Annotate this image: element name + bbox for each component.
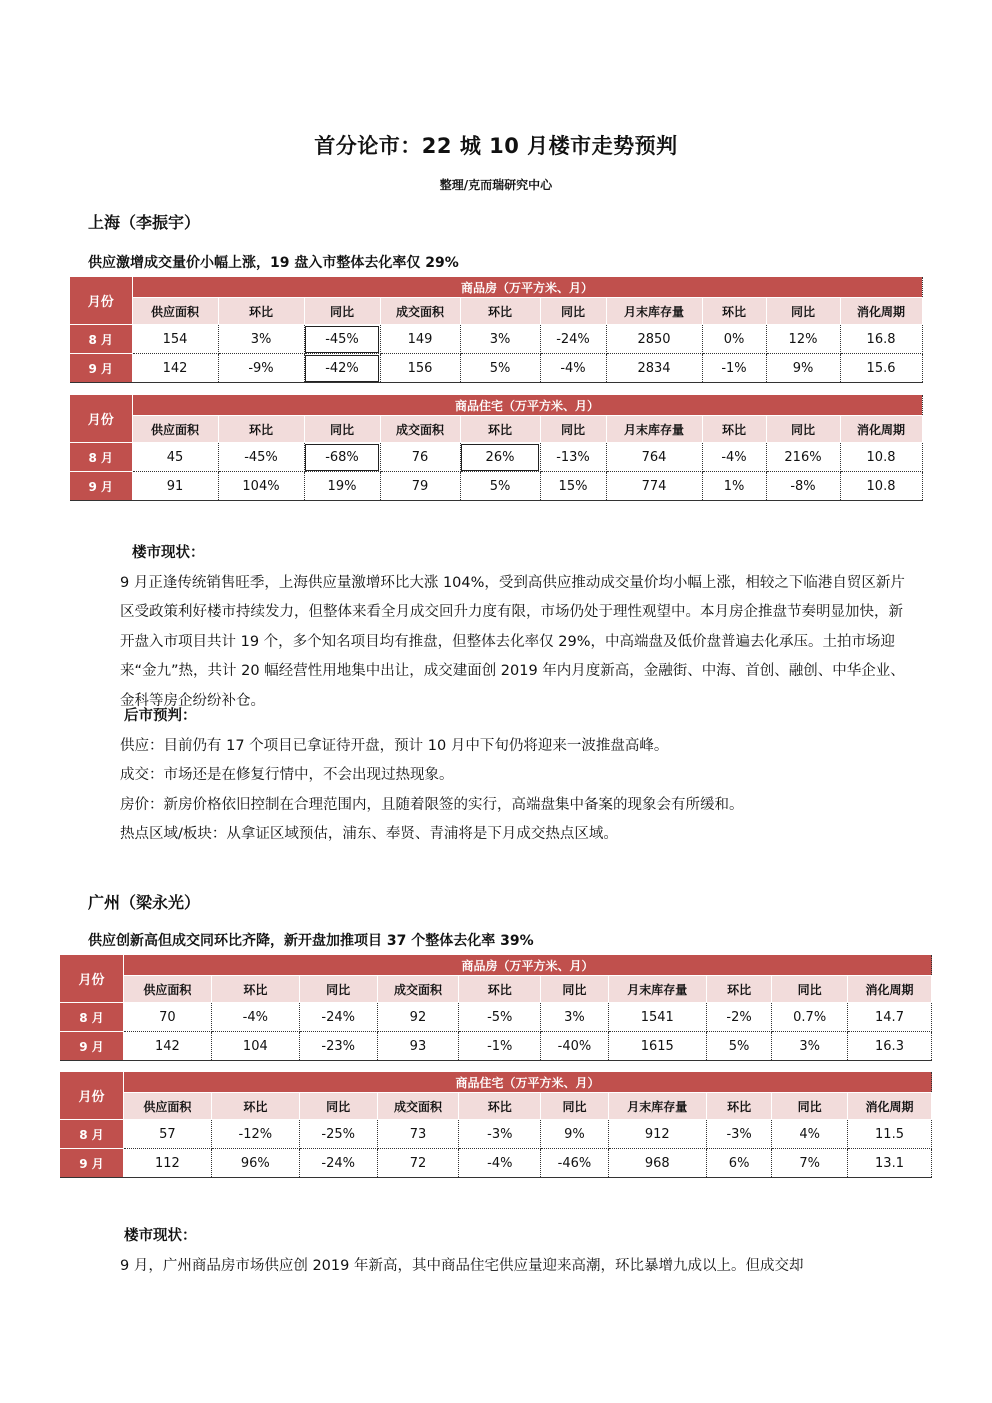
table-cell: 16.8 — [840, 325, 922, 354]
column-header: 消化周期 — [848, 1093, 932, 1120]
table-cell: 73 — [377, 1120, 459, 1149]
table-cell: 7% — [772, 1149, 848, 1178]
table-cell: 45 — [132, 443, 218, 472]
table-row — [60, 1120, 932, 1149]
column-header: 环比 — [460, 416, 540, 443]
table-row — [70, 472, 922, 501]
table-cell: 1% — [702, 472, 766, 501]
column-header: 同比 — [299, 1093, 377, 1120]
row-month: 8 月 — [60, 1003, 123, 1032]
table-cell: -4% — [459, 1149, 541, 1178]
table-cell: 3% — [541, 1003, 609, 1032]
status-label: 楼市现状： — [124, 1228, 197, 1244]
column-header: 月末库存量 — [608, 976, 706, 1003]
column-header: 环比 — [702, 298, 766, 325]
table-cell: 774 — [606, 472, 702, 501]
row-month: 9 月 — [60, 1032, 123, 1061]
table-cell: -24% — [299, 1003, 377, 1032]
column-header: 同比 — [772, 1093, 848, 1120]
page-subtitle: 整理/克而瑞研究中心 — [439, 178, 553, 192]
column-header: 环比 — [218, 298, 304, 325]
column-header: 消化周期 — [840, 298, 922, 325]
column-header: 环比 — [460, 298, 540, 325]
table-cell: 70 — [123, 1003, 211, 1032]
table-cell: 13.1 — [848, 1149, 932, 1178]
row-month: 8 月 — [70, 443, 132, 472]
table-cell: -4% — [211, 1003, 299, 1032]
table-shanghai-residential — [70, 395, 923, 501]
table-cell: 91 — [132, 472, 218, 501]
table-cell: 149 — [380, 325, 460, 354]
table-row — [60, 1003, 932, 1032]
column-header: 消化周期 — [848, 976, 932, 1003]
table-cell: 764 — [606, 443, 702, 472]
column-header: 同比 — [304, 298, 380, 325]
table-cell: 9% — [766, 354, 840, 383]
table-cell: -24% — [299, 1149, 377, 1178]
column-header: 月末库存量 — [606, 298, 702, 325]
column-header: 环比 — [211, 976, 299, 1003]
month-header: 月份 — [70, 395, 132, 443]
table-guangzhou-residential — [60, 1072, 932, 1178]
table-cell: 92 — [377, 1003, 459, 1032]
table-cell: 142 — [132, 354, 218, 383]
status-block-shanghai — [120, 539, 910, 716]
table-row — [60, 1032, 932, 1061]
column-header: 环比 — [702, 416, 766, 443]
column-header: 供应面积 — [132, 416, 218, 443]
row-month: 8 月 — [60, 1120, 123, 1149]
table-cell: 5% — [706, 1032, 771, 1061]
table-cell: 15% — [540, 472, 606, 501]
status-block-guangzhou — [120, 1222, 910, 1281]
table-cell: -4% — [702, 443, 766, 472]
row-month: 9 月 — [70, 472, 132, 501]
group-header: 商品住宅（万平方米、月） — [132, 395, 922, 416]
table-cell: 0% — [702, 325, 766, 354]
table-cell: -1% — [459, 1032, 541, 1061]
table-cell: 112 — [123, 1149, 211, 1178]
table-cell: 10.8 — [840, 472, 922, 501]
forecast-block-shanghai — [120, 702, 910, 850]
table-cell: -12% — [211, 1120, 299, 1149]
status-label: 楼市现状： — [132, 545, 205, 561]
table-cell: 96% — [211, 1149, 299, 1178]
table-cell: -5% — [459, 1003, 541, 1032]
month-header: 月份 — [60, 955, 123, 1003]
table-cell: 72 — [377, 1149, 459, 1178]
headline-shanghai: 供应激增成交量价小幅上涨，19 盘入市整体去化率仅 29% — [88, 255, 459, 271]
column-header: 环比 — [706, 976, 771, 1003]
city-heading-shanghai: 上海（李振宇） — [88, 213, 201, 232]
column-header: 同比 — [540, 416, 606, 443]
table-cell: -8% — [766, 472, 840, 501]
table-cell: -3% — [706, 1120, 771, 1149]
group-header: 商品房（万平方米、月） — [132, 277, 922, 298]
table-cell: 16.3 — [848, 1032, 932, 1061]
table-cell: 104 — [211, 1032, 299, 1061]
table-cell: -1% — [702, 354, 766, 383]
table-cell: -68% — [304, 443, 380, 472]
column-header: 环比 — [211, 1093, 299, 1120]
table-cell: 3% — [460, 325, 540, 354]
column-header: 月末库存量 — [606, 416, 702, 443]
table-cell: 26% — [460, 443, 540, 472]
table-cell: 11.5 — [848, 1120, 932, 1149]
table-guangzhou-commercial — [60, 955, 932, 1061]
table-row — [70, 325, 922, 354]
table-cell: 1615 — [608, 1032, 706, 1061]
table-cell: 14.7 — [848, 1003, 932, 1032]
table-cell: 0.7% — [772, 1003, 848, 1032]
column-header: 同比 — [766, 416, 840, 443]
column-header: 环比 — [706, 1093, 771, 1120]
table-cell: 104% — [218, 472, 304, 501]
column-header: 环比 — [459, 1093, 541, 1120]
column-header: 同比 — [299, 976, 377, 1003]
column-header: 成交面积 — [377, 1093, 459, 1120]
table-cell: 156 — [380, 354, 460, 383]
forecast-label: 后市预判： — [124, 708, 197, 724]
column-header: 同比 — [541, 1093, 609, 1120]
table-cell: -3% — [459, 1120, 541, 1149]
table-cell: -9% — [218, 354, 304, 383]
row-month: 9 月 — [70, 354, 132, 383]
table-cell: -42% — [304, 354, 380, 383]
table-cell: -13% — [540, 443, 606, 472]
table-cell: 57 — [123, 1120, 211, 1149]
table-cell: 6% — [706, 1149, 771, 1178]
city-heading-guangzhou: 广州（梁永光） — [88, 893, 201, 912]
table-cell: -24% — [540, 325, 606, 354]
table-cell: -4% — [540, 354, 606, 383]
table-cell: 142 — [123, 1032, 211, 1061]
column-header: 成交面积 — [380, 298, 460, 325]
table-row — [70, 443, 922, 472]
table-cell: -46% — [541, 1149, 609, 1178]
column-header: 同比 — [304, 416, 380, 443]
table-shanghai-commercial — [70, 277, 923, 383]
table-row — [70, 354, 922, 383]
status-text: 9 月，广州商品房市场供应创 2019 年新高，其中商品住宅供应量迎来高潮，环比暴增九成以上。但成交却 — [120, 1257, 804, 1274]
group-header: 商品住宅（万平方米、月） — [123, 1072, 931, 1093]
table-cell: 76 — [380, 443, 460, 472]
column-header: 成交面积 — [380, 416, 460, 443]
table-cell: 15.6 — [840, 354, 922, 383]
column-header: 环比 — [459, 976, 541, 1003]
column-header: 成交面积 — [377, 976, 459, 1003]
table-cell: -25% — [299, 1120, 377, 1149]
column-header: 同比 — [540, 298, 606, 325]
table-cell: -2% — [706, 1003, 771, 1032]
table-cell: 2834 — [606, 354, 702, 383]
status-text: 9 月正逢传统销售旺季，上海供应量激增环比大涨 104%，受到高供应推动成交量价均小幅上涨，相较之下临港自贸区新片区受政策利好楼市持续发力，但整体来看全月成交回升力度有限，市场仍处于理性观望中。本月房企推盘节奏明显加快，新开盘入市项目共计 19 个，多个知名项目均有推盘，但整体去化率仅 29%，中高端盘及低价盘普遍去化承压。土拍市场迎来“金九”热，共计 20 幅经营性用地集中出让，成交建面创 2019 年内月度新高，金融街、中海、首创、融创、中华企业、金科等房企纷纷补仓。 — [120, 574, 905, 709]
month-header: 月份 — [70, 277, 132, 325]
table-cell: 3% — [772, 1032, 848, 1061]
column-header: 同比 — [541, 976, 609, 1003]
table-cell: 10.8 — [840, 443, 922, 472]
forecast-item: 热点区域/板块：从拿证区域预估，浦东、奉贤、青浦将是下月成交热点区域。 — [120, 826, 618, 842]
row-month: 8 月 — [70, 325, 132, 354]
table-cell: 12% — [766, 325, 840, 354]
column-header: 供应面积 — [132, 298, 218, 325]
table-cell: 968 — [608, 1149, 706, 1178]
column-header: 供应面积 — [123, 1093, 211, 1120]
table-cell: 216% — [766, 443, 840, 472]
table-cell: 2850 — [606, 325, 702, 354]
table-cell: -45% — [304, 325, 380, 354]
column-header: 同比 — [772, 976, 848, 1003]
group-header: 商品房（万平方米、月） — [123, 955, 931, 976]
table-cell: 3% — [218, 325, 304, 354]
column-header: 环比 — [218, 416, 304, 443]
forecast-item: 供应：目前仍有 17 个项目已拿证待开盘，预计 10 月中下旬仍将迎来一波推盘高峰。 — [120, 737, 669, 754]
table-cell: -23% — [299, 1032, 377, 1061]
page-title: 首分论市：22 城 10 月楼市走势预判 — [314, 134, 678, 158]
table-cell: 9% — [541, 1120, 609, 1149]
table-cell: 912 — [608, 1120, 706, 1149]
table-cell: 154 — [132, 325, 218, 354]
column-header: 供应面积 — [123, 976, 211, 1003]
column-header: 同比 — [766, 298, 840, 325]
table-cell: 4% — [772, 1120, 848, 1149]
table-cell: 1541 — [608, 1003, 706, 1032]
month-header: 月份 — [60, 1072, 123, 1120]
table-cell: -40% — [541, 1032, 609, 1061]
column-header: 月末库存量 — [608, 1093, 706, 1120]
table-row — [60, 1149, 932, 1178]
table-cell: 79 — [380, 472, 460, 501]
headline-guangzhou: 供应创新高但成交同环比齐降，新开盘加推项目 37 个整体去化率 39% — [88, 933, 534, 949]
forecast-item: 房价：新房价格依旧控制在合理范围内，且随着限签的实行，高端盘集中备案的现象会有所缓和。 — [120, 796, 744, 813]
table-cell: 5% — [460, 472, 540, 501]
table-cell: 5% — [460, 354, 540, 383]
table-cell: -45% — [218, 443, 304, 472]
row-month: 9 月 — [60, 1149, 123, 1178]
column-header: 消化周期 — [840, 416, 922, 443]
table-cell: 93 — [377, 1032, 459, 1061]
table-cell: 19% — [304, 472, 380, 501]
forecast-item: 成交：市场还是在修复行情中，不会出现过热现象。 — [120, 767, 454, 783]
